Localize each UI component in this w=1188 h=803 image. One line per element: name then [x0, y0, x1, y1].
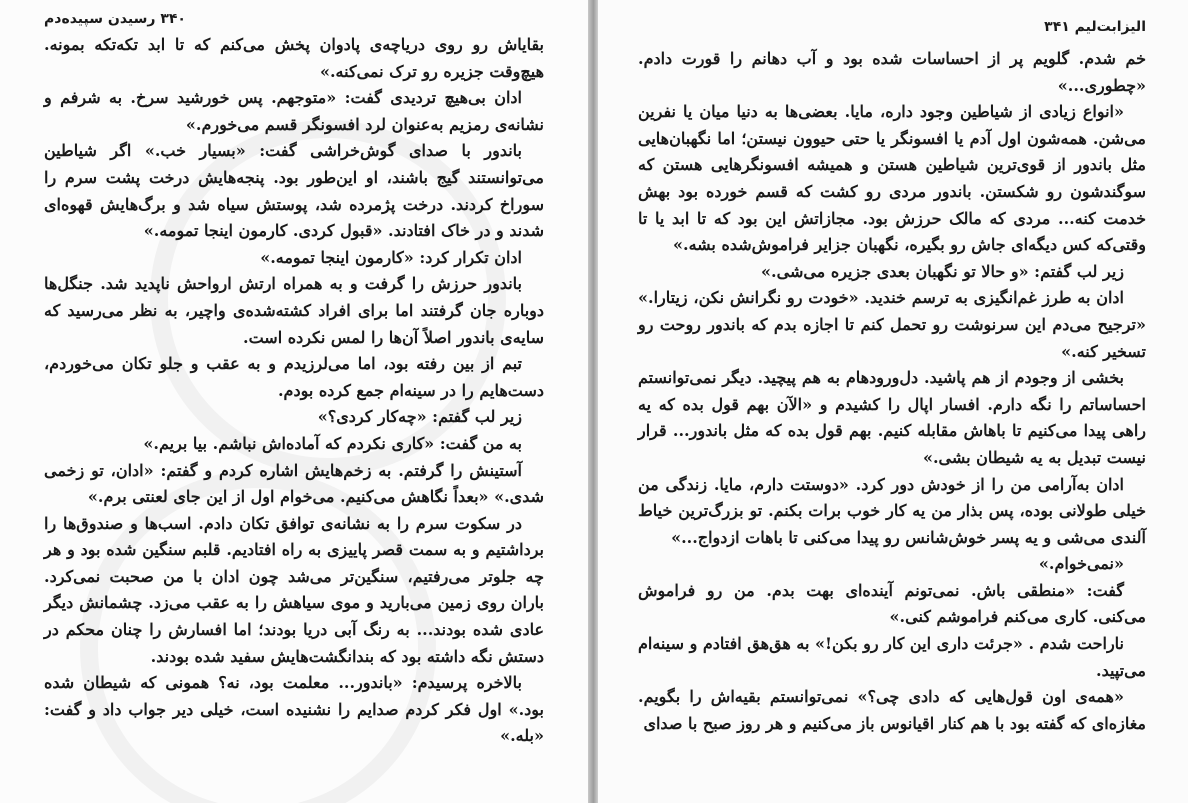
paragraph: زیر لب گفتم: «چه‌کار کردی؟»: [317, 407, 522, 427]
paragraph: باندور حرزش را گرفت و به همراه ارتش ارواحش ناپدید شد. جنگل‌ها دوباره جان گرفتند اما برای افراد کشته‌شده‌ی واچیر، به نظر می‌رسید که سایه‌ی باندور اصلاً آن‌ها را لمس نکرده است.: [44, 274, 544, 347]
paragraph: خم شدم. گلویم پر از احساسات شده بود و آب دهانم را قورت دادم. «چطوری...»: [638, 49, 1146, 95]
right-page: [598, 0, 1188, 803]
paragraph: در سکوت سرم را به نشانه‌ی توافق تکان دادم. اسب‌ها و صندوق‌ها را برداشتیم و به سمت قصر پاییزی به راه افتادیم. قلبم سنگین شده بود و هر چه جلوتر می‌رفتیم، سنگین‌تر می‌شد چون ادان با من صحبت نمی‌کرد. باران روی زمین می‌بارید و موی سیاهش را به عقب می‌زد. چشمانش دیگر عادی شده بودند... به رنگ آبی دریا بودند؛ اما افسارش را چنان محکم در دستش نگه داشته بود که بندانگشت‌هایش سفید شده بودند.: [44, 513, 544, 666]
paragraph: «همه‌ی اون قول‌هایی که دادی چی؟» نمی‌توانستم بقیه‌اش را بگویم. مغازه‌ای که گفته بود با هم کنار اقیانوس باز می‌کنیم و هر روز صبح با صدای: [638, 687, 1146, 733]
page-header: ۳۴۰ رسیدن سپیده‌دم: [44, 11, 186, 27]
paragraph: ادان به‌آرامی من را از خودش دور کرد. «دوستت دارم، مایا. زندگی من خیلی طولانی بوده، پس بذار من یه کار خوب برات بکنم. تو بزرگ‌ترین خیاط آلندی می‌شی و یه پسر خوش‌شانس رو پیدا می‌کنی تا باهات ازدواج...»: [638, 474, 1146, 547]
paragraph: بقایاش رو روی دریاچه‌ی پادوان پخش می‌کنم که تا ابد تکه‌تکه بمونه. هیچ‌وقت جزیره رو ترک نمی‌کنه.»: [44, 35, 544, 81]
paragraph: بالاخره پرسیدم: «باندور... معلمت بود، نه؟ همونی که شیطان شده بود.» اول فکر کردم صدایم را نشنیده است، خیلی دیر جواب داد و گفت: «بله.»: [44, 673, 544, 746]
page-header: الیزابت‌لیم ۳۴۱: [1044, 19, 1146, 35]
paragraph: زیر لب گفتم: «و حالا تو نگهبان بعدی جزیره می‌شی.»: [761, 261, 1124, 281]
paragraph: آستینش را گرفتم. به زخم‌هایش اشاره کردم و گفتم: «ادان، تو زخمی شدی.» «بعداً نگاهش می‌کنیم. می‌خوام اول از این جای لعنتی برم.»: [44, 460, 544, 507]
paragraph: به من گفت: «کاری نکردم که آماده‌اش نباشم. بیا بریم.»: [143, 433, 522, 453]
paragraph: ادان به طرز غم‌انگیزی به ترسم خندید. «خودت رو نگرانش نکن، زیتارا.» «ترجیح می‌دم این سرنوشت رو تحمل کنم تا اجازه بدم که باندور روحت رو تسخیر کنه.»: [638, 288, 1146, 361]
left-page: [0, 0, 590, 803]
paragraph: باندور با صدای گوش‌خراشی گفت: «بسیار خب.» اگر شیاطین می‌توانستند گیج باشند، او این‌طور بود. پنجه‌هایش درخت پشت سرم را سوراخ کردند. درخت پژمرده شد، پوستش سیاه شد و برگ‌هایش قهوه‌ای شدند و در خاک افتادند. «قبول کردی. کارمون اینجا تمومه.»: [44, 141, 544, 241]
paragraph: «انواع زیادی از شیاطین وجود داره، مایا. بعضی‌ها به دنیا میان یا نفرین می‌شن. همه‌شون اول آدم یا افسونگر یا حتی حیوون نیستن؛ اما نگهبان‌هایی مثل باندور از قوی‌ترین شیاطین هستن و همیشه افسونگرهایی هستن که سوگندشون رو شکستن. باندور مردی رو کشت که قسم خورده بود بهش خدمت کنه... مردی که مالک حرزش بود. مجازاتش این بود که تا ابد یا تا وقتی‌که کس دیگه‌ای جاش رو بگیره، نگهبان جزایر فراموش‌شده بشه.»: [638, 102, 1146, 255]
paragraph: ادان تکرار کرد: «کارمون اینجا تمومه.»: [260, 247, 522, 267]
paragraph: گفت: «منطقی باش. نمی‌تونم آینده‌ای بهت بدم. من رو فراموش می‌کنی. کاری می‌کنم فراموشم کنی.»: [638, 580, 1146, 627]
paragraph: بخشی از وجودم از هم پاشید. دل‌ورودهام به هم پیچید. دیگر نمی‌توانستم احساساتم را نگه دارم. افسار اپال را کشیدم و «الآن بهم قول بده که یه راهی پیدا می‌کنیم تا باهاش مقابله کنیم. بهم قول بده که مثل باندور... قرار نیست تبدیل به یه شیطان بشی.»: [638, 368, 1147, 467]
paragraph: «نمی‌خوام.»: [1038, 554, 1124, 574]
paragraph: ادان بی‌هیچ تردیدی گفت: «متوجهم. پس خورشید سرخ. به شرفم و نشانه‌ی رمزیم به‌عنوان لرد افسونگر قسم می‌خورم.»: [44, 88, 544, 134]
paragraph: ناراحت شدم . «جرئت داری این کار رو بکن!» به هق‌هق افتادم و سینه‌ام می‌تپید.: [638, 634, 1146, 680]
paragraph: تبم از بین رفته بود، اما می‌لرزیدم و به عقب و جلو تکان می‌خوردم، دست‌هایم را در سینه‌ام جمع کرده بودم.: [44, 354, 544, 400]
